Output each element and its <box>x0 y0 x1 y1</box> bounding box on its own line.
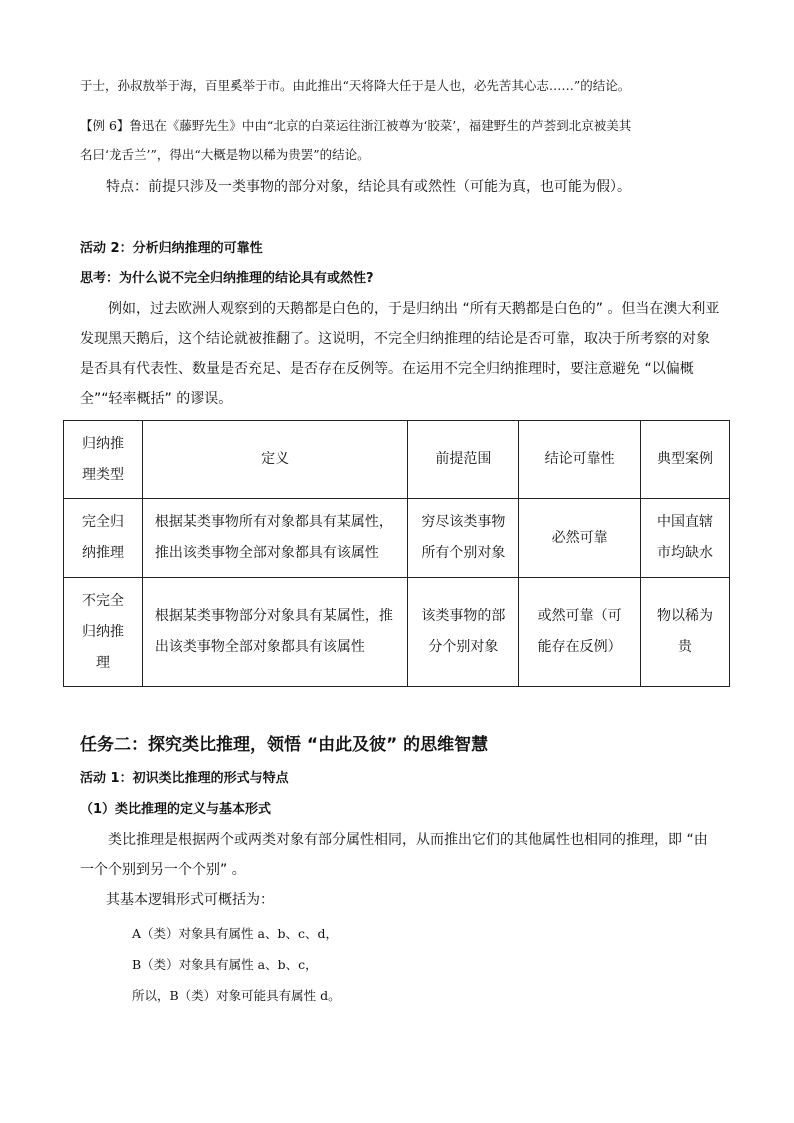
cell-definition: 根据某类事物所有对象都具有某属性，推出该类事物全部对象都具有该属性 <box>142 499 408 578</box>
form-intro: 其基本逻辑形式可概括为： <box>106 892 274 908</box>
cell-reliability: 必然可靠 <box>519 499 641 578</box>
cell-reliability: 或然可靠（可能存在反例） <box>519 578 641 687</box>
cell-premise-scope: 穷尽该类事物所有个别对象 <box>408 499 519 578</box>
induction-comparison-table <box>63 420 730 687</box>
cell-type: 不完全归纳推理 <box>64 578 143 687</box>
formula-line-a: A（类）对象具有属性 a、b、c、d， <box>132 926 338 941</box>
feature-text: 特点：前提只涉及一类事物的部分对象，结论具有或然性（可能为真，也可能为假）。 <box>106 179 631 195</box>
example-6-line-2: 名曰‘龙舌兰’”，得出“大概是物以稀为贵罢”的结论。 <box>80 147 370 162</box>
formula-line-b: B（类）对象具有属性 a、b、c， <box>132 957 318 972</box>
header-definition: 定义 <box>142 421 408 499</box>
formula-conclusion: 所以，B（类）对象可能具有属性 d。 <box>132 988 341 1003</box>
cell-definition: 根据某类事物部分对象具有某属性，推出该类事物全部对象都具有该属性 <box>142 578 408 687</box>
cell-typical-case: 物以稀为贵 <box>641 578 730 687</box>
intro-line: 于士，孙叔敖举于海，百里奚举于市。由此推出“天将降大任于是人也，必先苦其心志……”的结论。 <box>80 78 631 93</box>
task-2-activity-1-heading: 活动 1：初识类比推理的形式与特点 <box>80 771 289 786</box>
table-row <box>64 578 730 687</box>
subheading-definition-form: （1）类比推理的定义与基本形式 <box>80 802 272 817</box>
header-type: 归纳推理类型 <box>64 421 143 499</box>
table-header-row <box>64 421 730 499</box>
example-6-line-1: 【例 6】鲁迅在《藤野先生》中由“北京的白菜运往浙江被尊为‘胶菜’，福建野生的芦荟到北京被美其 <box>80 118 632 133</box>
header-reliability: 结论可靠性 <box>519 421 641 499</box>
analogy-paragraph: 类比推理是根据两个或两类对象有部分属性相同，从而推出它们的其他属性也相同的推理，即 “由一个个别到另一个个别” 。 <box>80 832 708 878</box>
task-2-heading: 任务二：探究类比推理，领悟 “由此及彼” 的思维智慧 <box>80 735 489 755</box>
think-question: 思考：为什么说不完全归纳推理的结论具有或然性? <box>80 271 374 286</box>
cell-premise-scope: 该类事物的部分个别对象 <box>408 578 519 687</box>
cell-type: 完全归纳推理 <box>64 499 143 578</box>
table-row <box>64 499 730 578</box>
activity-2-heading: 活动 2：分析归纳推理的可靠性 <box>80 241 263 256</box>
activity-2-paragraph: 例如，过去欧洲人观察到的天鹅都是白色的，于是归纳出 “所有天鹅都是白色的” 。但当在澳大利亚发现黑天鹅后，这个结论就被推翻了。这说明，不完全归纳推理的结论是否可靠，取决于所考察的对象是否具有代表性、数量是否充足、是否存在反例等。在运用不完全归纳推理时，要注意避免 “以偏概全”“轻率概括” 的谬误。 <box>80 301 720 407</box>
header-typical-case: 典型案例 <box>641 421 730 499</box>
header-premise-scope: 前提范围 <box>408 421 519 499</box>
cell-typical-case: 中国直辖市均缺水 <box>641 499 730 578</box>
